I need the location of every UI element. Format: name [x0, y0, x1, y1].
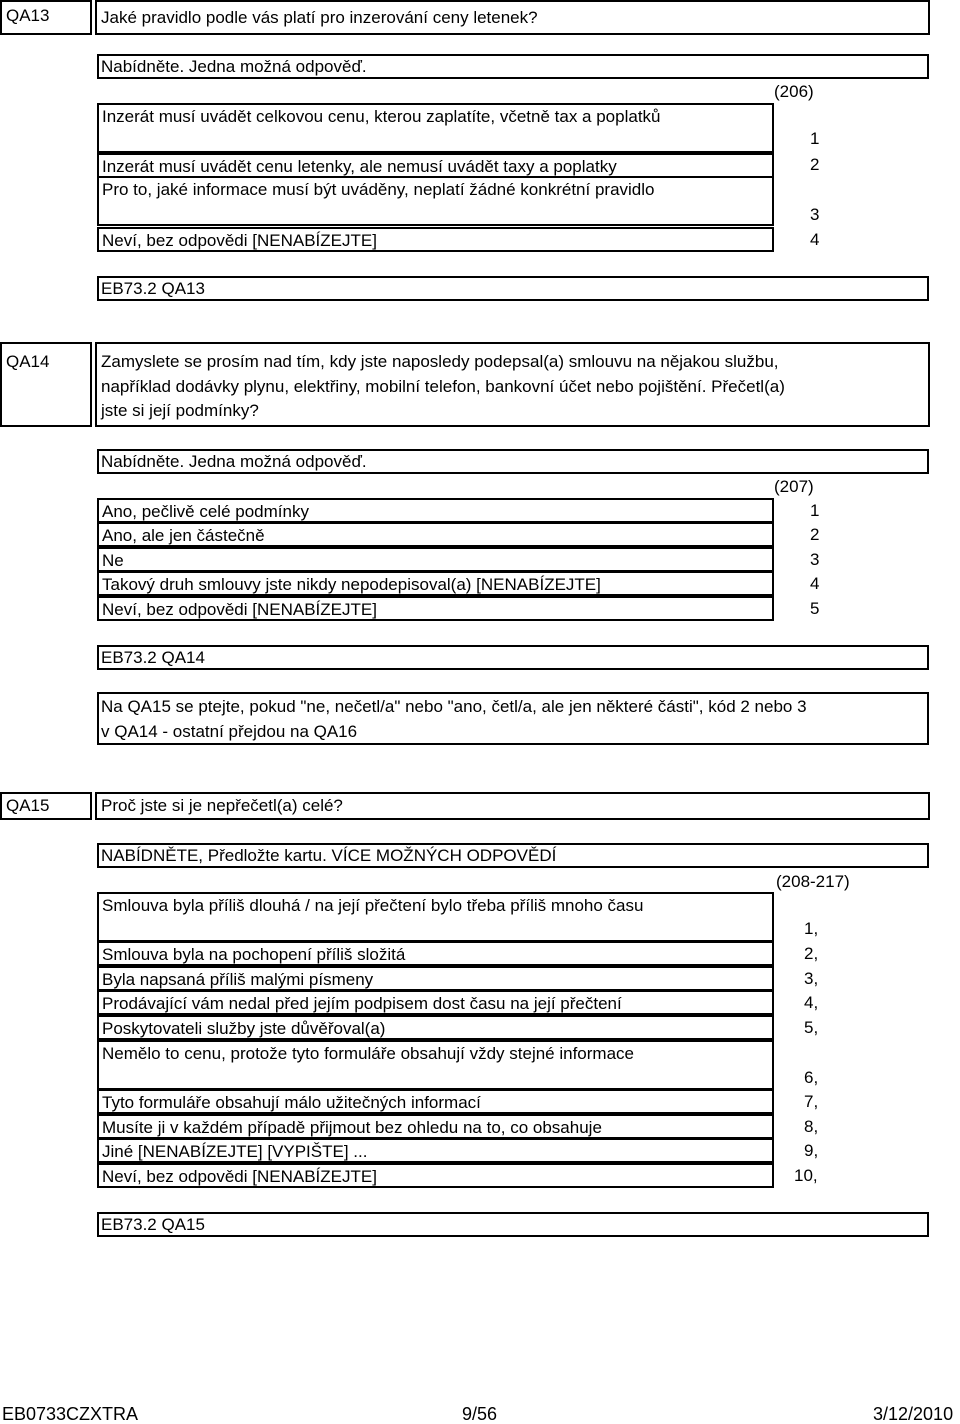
qa15-option: Nemělo to cenu, protože tyto formuláře obsahují vždy stejné informace — [97, 1040, 774, 1090]
qa14-question-line: například dodávky plynu, elektřiny, mobilní telefon, bankovní účet nebo pojištění. Přečetl(a) — [101, 377, 785, 396]
qa14-source-box — [97, 645, 929, 670]
qa13-instruction: Nabídněte. Jedna možná odpověď. — [101, 57, 367, 76]
qa13-question: Jaké pravidlo podle vás platí pro inzerování ceny letenek? — [101, 8, 538, 27]
qa14-filter-line: Na QA15 se ptejte, pokud "ne, nečetl/a" nebo "ano, četl/a, ale jen některé části", kód 2 nebo 3 — [101, 697, 807, 716]
qa15-question: Proč jste si je nepřečetl(a) celé? — [101, 796, 343, 815]
qa15-column-code: (208-217) — [776, 872, 850, 891]
qa13-source: EB73.2 QA13 — [101, 279, 205, 298]
qa15-option-code: 8, — [804, 1117, 819, 1136]
qa15-option-code: 10, — [794, 1166, 818, 1185]
qa14-question-line: Zamyslete se prosím nad tím, kdy jste naposledy podepsal(a) smlouvu na nějakou službu, — [101, 352, 779, 371]
footer-date: 3/12/2010 — [873, 1404, 954, 1424]
qa15-option-code: 6, — [804, 1068, 819, 1087]
qa13-source-box — [97, 276, 929, 301]
qa14-option: Ano, ale jen částečně — [97, 522, 774, 547]
qa15-option-code: 9, — [804, 1141, 819, 1160]
qa14-option-code: 1 — [810, 501, 820, 520]
qa14-id: QA14 — [6, 352, 50, 371]
qa14-option-code: 2 — [810, 525, 820, 544]
qa13-option-code: 2 — [810, 155, 820, 174]
qa14-option-code: 4 — [810, 574, 820, 593]
footer-page-number: 9/56 — [462, 1404, 498, 1424]
qa13-option-code: 1 — [810, 129, 820, 148]
qa15-instruction: NABÍDNĚTE, Předložte kartu. VÍCE MOŽNÝCH ODPOVĚDÍ — [101, 846, 557, 865]
qa15-option-code: 1, — [804, 919, 819, 938]
footer-doc-id: EB0733CZXTRA — [2, 1404, 139, 1424]
qa14-source: EB73.2 QA14 — [101, 648, 205, 667]
qa15-option-code: 2, — [804, 944, 819, 963]
qa14-filter-line: v QA14 - ostatní přejdou na QA16 — [101, 722, 358, 741]
qa13-option-code: 4 — [810, 230, 820, 249]
qa15-id: QA15 — [6, 796, 50, 815]
qa15-source: EB73.2 QA15 — [101, 1215, 205, 1234]
qa15-option: Musíte ji v každém případě přijmout bez ohledu na to, co obsahuje — [97, 1114, 774, 1139]
qa13-id: QA13 — [6, 6, 50, 25]
qa14-option-code: 5 — [810, 599, 820, 618]
qa13-option: Inzerát musí uvádět cenu letenky, ale nemusí uvádět taxy a poplatky — [97, 153, 774, 178]
qa15-option: Byla napsaná příliš malými písmeny — [97, 966, 774, 991]
qa13-option: Pro to, jaké informace musí být uváděny, neplatí žádné konkrétní pravidlo — [97, 176, 774, 226]
qa14-instruction: Nabídněte. Jedna možná odpověď. — [101, 452, 367, 471]
qa13-column-code: (206) — [774, 82, 814, 101]
qa14-question-line: jste si její podmínky? — [101, 401, 259, 420]
qa14-column-code: (207) — [774, 477, 814, 496]
qa15-option: Smlouva byla na pochopení příliš složitá — [97, 941, 774, 966]
qa13-option-code: 3 — [810, 205, 820, 224]
qa14-option: Takový druh smlouvy jste nikdy nepodepisoval(a) [NENABÍZEJTE] — [97, 571, 774, 596]
qa13-option: Inzerát musí uvádět celkovou cenu, kterou zaplatíte, včetně tax a poplatků — [97, 103, 774, 153]
qa15-option: Prodávající vám nedal před jejím podpisem dost času na její přečtení — [97, 990, 774, 1015]
qa14-option-code: 3 — [810, 550, 820, 569]
qa14-option: Ano, pečlivě celé podmínky — [97, 498, 774, 523]
qa13-option: Neví, bez odpovědi [NENABÍZEJTE] — [97, 227, 774, 252]
qa15-option-code: 5, — [804, 1018, 819, 1037]
qa14-option: Neví, bez odpovědi [NENABÍZEJTE] — [97, 596, 774, 621]
qa15-option: Smlouva byla příliš dlouhá / na její přečtení bylo třeba příliš mnoho času — [97, 892, 774, 942]
qa15-option: Jiné [NENABÍZEJTE] [VYPIŠTE] ... — [97, 1138, 774, 1163]
qa15-option: Poskytovateli služby jste důvěřoval(a) — [97, 1015, 774, 1040]
qa15-option: Tyto formuláře obsahují málo užitečných informací — [97, 1089, 774, 1114]
qa15-source-box — [97, 1212, 929, 1237]
qa15-option-code: 4, — [804, 993, 819, 1012]
qa15-option-code: 7, — [804, 1092, 819, 1111]
qa15-option-code: 3, — [804, 969, 819, 988]
qa14-option: Ne — [97, 547, 774, 572]
qa15-option: Neví, bez odpovědi [NENABÍZEJTE] — [97, 1163, 774, 1188]
